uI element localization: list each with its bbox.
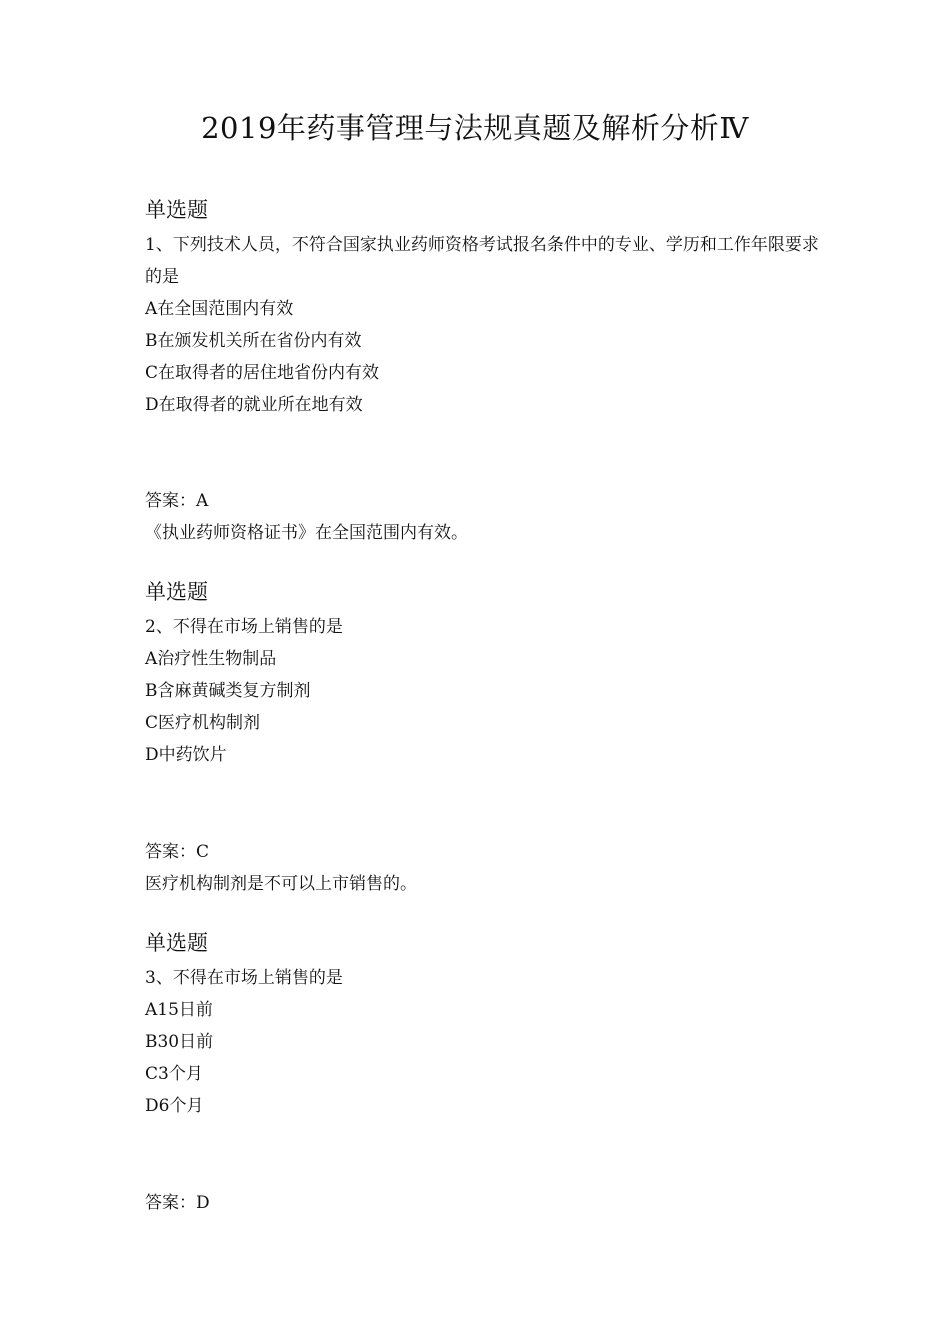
answer-label: 答案：C (145, 842, 210, 862)
question-block-3 (145, 928, 825, 1122)
answer-label: 答案：D (145, 1193, 210, 1213)
question-stem: 1、下列技术人员，不符合国家执业药师资格考试报名条件中的专业、学历和工作年限要求的是 (145, 235, 819, 287)
option-d: D中药饮片 (145, 745, 227, 765)
question-type-label: 单选题 (145, 580, 208, 604)
answer-block-2 (145, 836, 825, 900)
document-title: 2019年药事管理与法规真题及解析分析Ⅳ (201, 111, 749, 145)
question-block-1 (145, 195, 825, 421)
question-type-label: 单选题 (145, 931, 208, 955)
answer-block-3 (145, 1187, 825, 1219)
answer-block-1 (145, 485, 825, 549)
option-a: A15日前 (145, 1000, 213, 1020)
question-stem: 3、不得在市场上销售的是 (145, 968, 343, 988)
option-c: C在取得者的居住地省份内有效 (145, 363, 380, 383)
option-b: B含麻黄碱类复方制剂 (145, 681, 311, 701)
option-c: C医疗机构制剂 (145, 713, 261, 733)
question-type-label: 单选题 (145, 198, 208, 222)
option-b: B30日前 (145, 1032, 214, 1052)
answer-explanation: 《执业药师资格证书》在全国范围内有效。 (145, 523, 468, 543)
option-a: A在全国范围内有效 (145, 299, 294, 319)
answer-explanation: 医疗机构制剂是不可以上市销售的。 (145, 874, 417, 894)
option-b: B在颁发机关所在省份内有效 (145, 331, 362, 351)
option-a: A治疗性生物制品 (145, 649, 277, 669)
question-stem: 2、不得在市场上销售的是 (145, 617, 343, 637)
question-block-2 (145, 577, 825, 771)
answer-label: 答案：A (145, 491, 209, 511)
option-c: C3个月 (145, 1064, 203, 1084)
option-d: D在取得者的就业所在地有效 (145, 395, 363, 415)
option-d: D6个月 (145, 1096, 204, 1116)
